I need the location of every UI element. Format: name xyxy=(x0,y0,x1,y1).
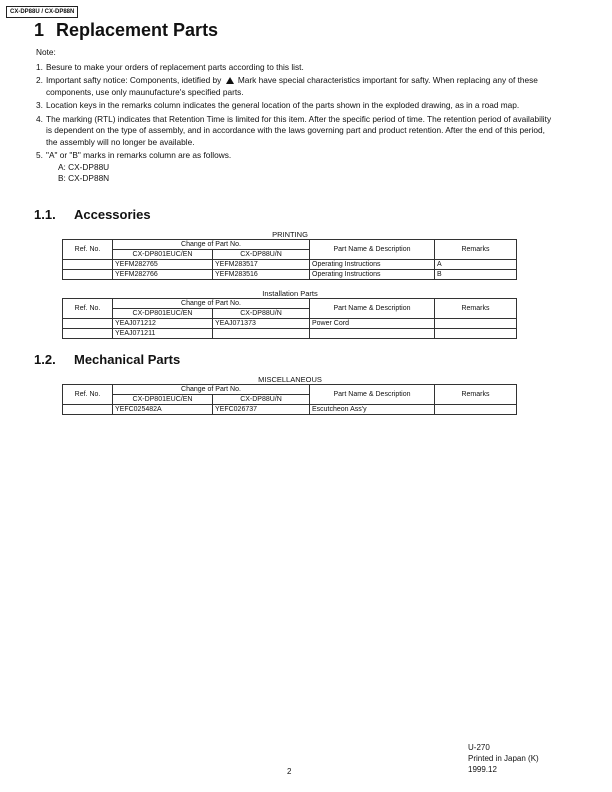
header-un: CX-DP88U/N xyxy=(213,309,310,319)
parts-table-printing xyxy=(62,239,517,280)
cell-remarks: B xyxy=(435,270,517,280)
cell-un: YEFM283516 xyxy=(213,270,310,280)
cell-euc: YEAJ071211 xyxy=(113,329,213,339)
note-text-before: Important safty notice: Components, idetified by xyxy=(46,75,222,85)
cell-name xyxy=(310,329,435,339)
header-euc: CX-DP801EUC/EN xyxy=(113,250,213,260)
footer-printed: Printed in Japan (K) xyxy=(468,754,539,763)
cell-remarks xyxy=(435,319,517,329)
note-number: 5. xyxy=(36,150,43,160)
header-part-name: Part Name & Description xyxy=(310,385,435,405)
header-ref-no: Ref. No. xyxy=(63,385,113,405)
cell-name: Power Cord xyxy=(310,319,435,329)
parts-table-miscellaneous xyxy=(62,384,517,415)
header-euc: CX-DP801EUC/EN xyxy=(113,395,213,405)
cell-remarks xyxy=(435,405,517,415)
notes-label: Note: xyxy=(36,47,56,57)
note-number: 3. xyxy=(36,100,43,110)
model-tag: CX-DP88U / CX-DP88N xyxy=(6,6,78,18)
header-change: Change of Part No. xyxy=(113,240,310,250)
cell-remarks: A xyxy=(435,260,517,270)
header-change: Change of Part No. xyxy=(113,299,310,309)
header-remarks: Remarks xyxy=(435,385,517,405)
cell-euc: YEFM282766 xyxy=(113,270,213,280)
cell-ref xyxy=(63,329,113,339)
subsection-number: 1.1. xyxy=(34,207,56,222)
note-number: 4. xyxy=(36,113,43,124)
cell-ref xyxy=(63,405,113,415)
note-item xyxy=(36,150,556,185)
footer-block xyxy=(468,742,539,775)
note-number: 2. xyxy=(36,75,43,85)
cell-ref xyxy=(63,270,113,280)
section-title xyxy=(34,20,218,41)
note-text: Location keys in the remarks column indicates the general location of the parts shown in the exploded drawing, as in a road map. xyxy=(46,100,520,110)
cell-euc: YEFC025482A xyxy=(113,405,213,415)
note-text-after: Mark have special characteristics important for safty. When replacing any of these components, use only maunufacture's specified parts. xyxy=(46,75,538,97)
subsection-title: Mechanical Parts xyxy=(74,352,181,367)
cell-name: Escutcheon Ass'y xyxy=(310,405,435,415)
note-item xyxy=(36,62,556,74)
note-text: Besure to make your orders of replacement parts according to this list. xyxy=(46,61,304,72)
footer-code: U-270 xyxy=(468,743,490,752)
table-caption-installation: Installation Parts xyxy=(262,289,318,298)
header-un: CX-DP88U/N xyxy=(213,395,310,405)
cell-euc: YEAJ071212 xyxy=(113,319,213,329)
header-remarks: Remarks xyxy=(435,299,517,319)
parts-table-installation xyxy=(62,298,517,339)
cell-un: YEAJ071373 xyxy=(213,319,310,329)
note-text-main: "A" or "B" marks in remarks column are as follows. xyxy=(46,150,232,160)
table-row xyxy=(63,329,517,339)
page-number: 2 xyxy=(287,767,292,776)
cell-euc: YEFM282765 xyxy=(113,260,213,270)
table-caption-miscellaneous: MISCELLANEOUS xyxy=(258,375,322,384)
cell-un: YEFC026737 xyxy=(213,405,310,415)
note-number: 1. xyxy=(36,61,43,72)
footer-date: 1999.12 xyxy=(468,765,497,774)
header-ref-no: Ref. No. xyxy=(63,240,113,260)
cell-name: Operating Instructions xyxy=(310,260,435,270)
header-part-name: Part Name & Description xyxy=(310,299,435,319)
header-ref-no: Ref. No. xyxy=(63,299,113,319)
header-remarks: Remarks xyxy=(435,240,517,260)
cell-ref xyxy=(63,319,113,329)
header-change: Change of Part No. xyxy=(113,385,310,395)
subsection-mechanical-parts xyxy=(34,352,180,367)
note-sub-b: B: CX-DP88N xyxy=(58,173,110,183)
table-header-row xyxy=(63,299,517,309)
notes xyxy=(36,47,556,187)
subsection-number: 1.2. xyxy=(34,352,56,367)
cell-name: Operating Instructions xyxy=(310,270,435,280)
note-item xyxy=(36,100,556,112)
cell-ref xyxy=(63,260,113,270)
table-header-row xyxy=(63,385,517,395)
section-title-text: Replacement Parts xyxy=(56,20,219,40)
table-row xyxy=(63,405,517,415)
table-row xyxy=(63,319,517,329)
note-sub-a: A: CX-DP88U xyxy=(58,161,110,172)
subsection-accessories xyxy=(34,207,151,222)
note-item xyxy=(36,75,556,98)
header-part-name: Part Name & Description xyxy=(310,240,435,260)
note-item xyxy=(36,114,556,149)
note-text: The marking (RTL) indicates that Retention Time is limited for this item. After the specific period of time. The retention period of availability is dependent on the type of assembly, and in accordance with the laws governing part and product retention. After the end of this period, the assembly will no longer be available. xyxy=(46,113,552,147)
note-text xyxy=(46,75,556,98)
table-row xyxy=(63,260,517,270)
warning-triangle-icon xyxy=(226,77,234,84)
cell-un: YEFM283517 xyxy=(213,260,310,270)
table-header-row xyxy=(63,240,517,250)
note-text xyxy=(46,150,556,185)
cell-un xyxy=(213,329,310,339)
table-row xyxy=(63,270,517,280)
section-number: 1 xyxy=(34,20,45,40)
subsection-title: Accessories xyxy=(74,207,151,222)
cell-remarks xyxy=(435,329,517,339)
table-caption-printing: PRINTING xyxy=(272,230,308,239)
header-un: CX-DP88U/N xyxy=(213,250,310,260)
header-euc: CX-DP801EUC/EN xyxy=(113,309,213,319)
